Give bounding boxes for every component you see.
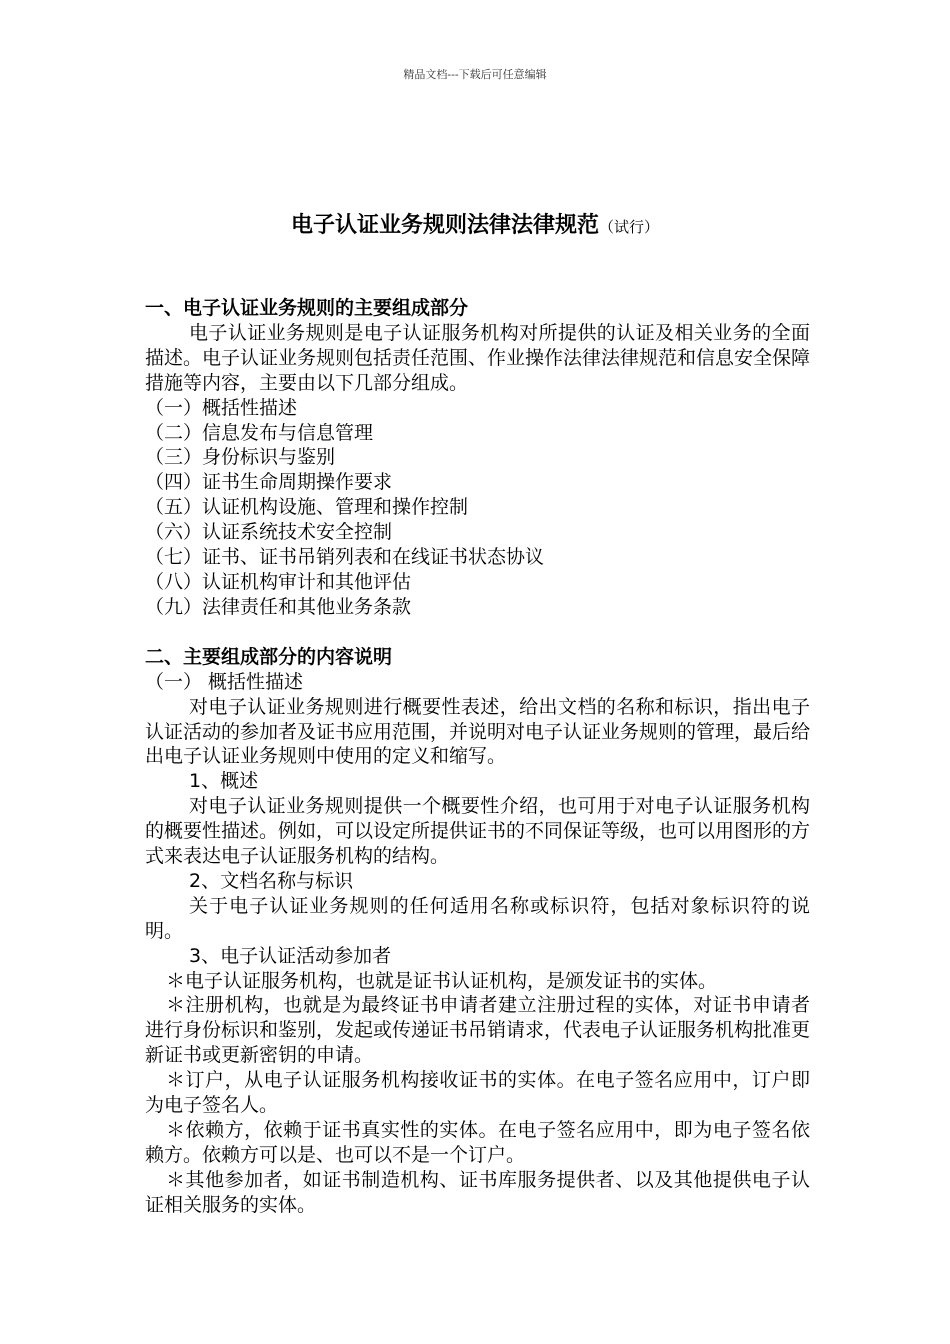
document-title-main: 电子认证业务规则法律法律规范 [290, 213, 599, 238]
list-item: （七）证书、证书吊销列表和在线证书状态协议 [145, 546, 545, 569]
document-title-suffix: （试行） [599, 218, 660, 236]
participant-bullet: ＊注册机构，也就是为最终证书申请者建立注册过程的实体，对证书申请者进行身份标识和鉴别，发起或传递证书吊销请求，代表电子认证服务机构批准更新证书或更新密钥的申请。 [145, 994, 811, 1067]
item-2-title: 2、文档名称与标识 [189, 869, 354, 892]
list-item: （八）认证机构审计和其他评估 [145, 570, 412, 593]
list-item: （三）身份标识与鉴别 [145, 446, 336, 469]
list-item: （二）信息发布与信息管理 [145, 421, 374, 444]
list-item: （四）证书生命周期操作要求 [145, 471, 393, 494]
document-title [0, 211, 950, 242]
item-2-text: 关于电子认证业务规则的任何适用名称或标识符，包括对象标识符的说明。 [145, 894, 810, 942]
item-1-title: 1、概述 [189, 770, 259, 793]
page-header-note: 精品文档---下载后可任意编辑 [403, 68, 547, 81]
list-item: （五）认证机构设施、管理和操作控制 [145, 496, 469, 519]
section-1-heading: 一、电子认证业务规则的主要组成部分 [145, 297, 469, 319]
participant-bullet: ＊其他参加者，如证书制造机构、证书库服务提供者、以及其他提供电子认证相关服务的实体。 [145, 1168, 810, 1216]
list-item: （一）概括性描述 [145, 396, 298, 419]
subsection-1-text: 对电子认证业务规则进行概要性表述，给出文档的名称和标识，指出电子认证活动的参加者及证书应用范围，并说明对电子认证业务规则的管理，最后给出电子认证业务规则中使用的定义和缩写。 [145, 695, 811, 768]
subsection-1-title: （一） 概括性描述 [145, 670, 304, 693]
document-body [145, 296, 810, 1218]
list-item: （六）认证系统技术安全控制 [145, 521, 393, 544]
participant-bullet: ＊订户，从电子认证服务机构接收证书的实体。在电子签名应用中，订户即为电子签名人。 [145, 1069, 810, 1117]
section-1-list [145, 396, 810, 620]
item-1-text: 对电子认证业务规则提供一个概要性介绍，也可用于对电子认证服务机构的概要性描述。例如，可以设定所提供证书的不同保证等级，也可以用图形的方式来表达电子认证服务机构的结构。 [145, 795, 811, 868]
participant-bullet: ＊依赖方，依赖于证书真实性的实体。在电子签名应用中，即为电子签名依赖方。依赖方可以是、也可以不是一个订户。 [145, 1119, 810, 1166]
list-item: （九）法律责任和其他业务条款 [145, 595, 412, 618]
item-3-title: 3、电子认证活动参加者 [189, 944, 392, 967]
section-2-heading: 二、主要组成部分的内容说明 [145, 645, 393, 668]
section-spacer [145, 620, 810, 645]
participant-bullet: ＊电子认证服务机构，也就是证书认证机构，是颁发证书的实体。 [166, 969, 718, 992]
section-1-intro: 电子认证业务规则是电子认证服务机构对所提供的认证及相关业务的全面描述。电子认证业务规则包括责任范围、作业操作法律法律规范和信息安全保障措施等内容，主要由以下几部分组成。 [145, 321, 811, 394]
